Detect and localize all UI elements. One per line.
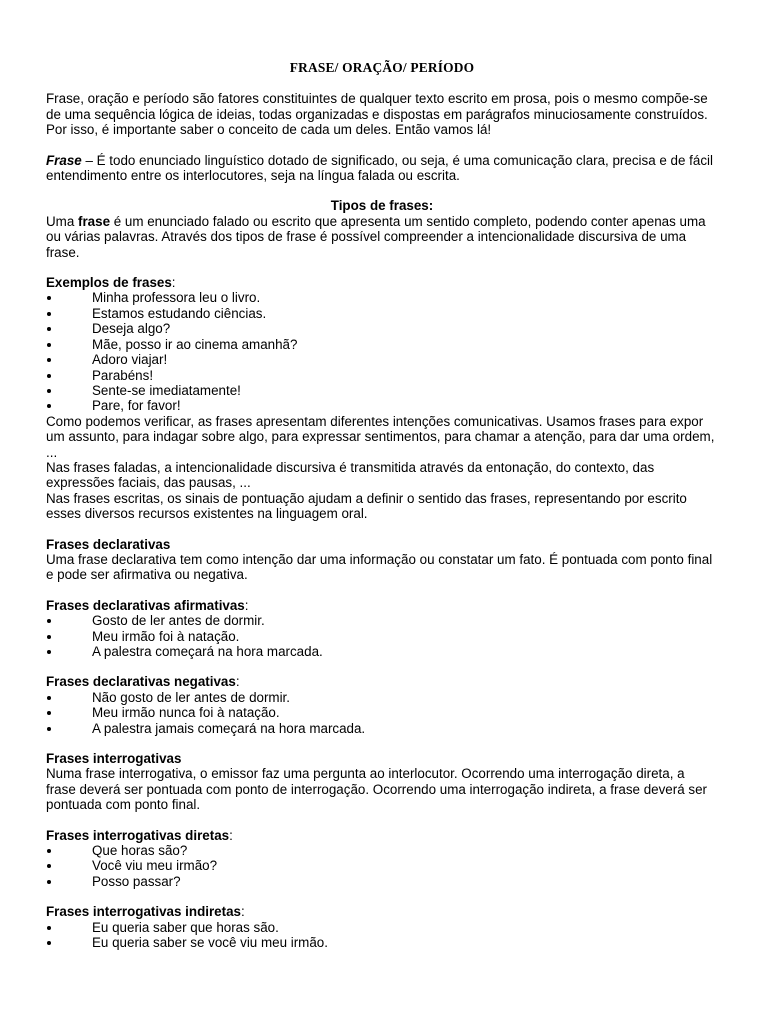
list-item-text: Eu queria saber que horas são. [92,919,279,935]
exemplos-after-1: Como podemos verificar, as frases apresentam diferentes intenções comunicativas. Usamos frases para expor um assunto, para indagar sobre algo, para expressar sentimentos, para chamar a atenção, para dar uma ordem, ... [46,413,715,460]
list-item-text: Meu irmão foi à natação. [92,628,240,644]
document-title: FRASE/ ORAÇÃO/ PERÍODO [289,60,475,75]
spacer [46,183,718,198]
list-item-text: Pare, for favor! [92,398,181,414]
declarativas-heading: Frases declarativas [46,536,171,552]
negativas-list [46,690,718,736]
indiretas-heading: Frases interrogativas indiretas [46,904,241,920]
diretas-heading: Frases interrogativas diretas [46,827,230,843]
indiretas-list [46,920,718,951]
tipos-post: é um enunciado falado ou escrito que apresenta um sentido completo, podendo conter apenas uma ou várias palavras. Através dos tipos de frase é possível compreender a intencionalidade discursiva de uma frase. [46,213,706,260]
indiretas-heading-line [46,904,718,919]
exemplos-list [46,290,718,413]
list-item [46,321,718,336]
list-item-text: Não gosto de ler antes de dormir. [92,689,290,705]
list-item [46,705,718,720]
negativas-colon: : [235,674,240,690]
spacer [46,813,718,828]
tipos-term: frase [78,213,111,229]
list-item-text: Parabéns! [92,367,154,383]
spacer [46,659,718,674]
list-item [46,690,718,705]
list-item [46,874,718,889]
spacer [46,260,718,275]
list-item-text: A palestra começará na hora marcada. [92,644,323,659]
intro-paragraph-2: Por isso, é importante saber o conceito de cada um deles. Então vamos lá! [46,122,492,138]
list-item-text: Eu queria saber se você viu meu irmão. [92,935,328,951]
list-item-text: Que horas são? [92,843,188,859]
tipos-paragraph [46,214,718,260]
afirmativas-heading-line [46,598,718,613]
tipos-heading: Tipos de frases: [330,198,434,214]
list-item [46,337,718,352]
list-item [46,290,718,305]
tipos-pre: Uma [46,213,78,229]
list-item-text: Posso passar? [92,873,181,889]
list-item-text: A palestra jamais começará na hora marcada. [92,720,366,736]
spacer [46,736,718,751]
list-item-text: Você viu meu irmão? [92,858,218,874]
declarativas-text: Uma frase declarativa tem como intenção dar uma informação ou constatar um fato. É pontuada com ponto final e pode ser afirmativa ou negativa. [46,551,713,583]
exemplos-heading: Exemplos de frases [46,275,172,291]
list-item-text: Sente-se imediatamente! [92,382,241,398]
afirmativas-colon: : [244,597,249,613]
list-item [46,858,718,873]
negativas-heading-line [46,674,718,689]
list-item-text: Adoro viajar! [92,352,168,368]
list-item [46,352,718,367]
diretas-list [46,843,718,889]
intro-paragraph-1: Frase, oração e período são fatores constituintes de qualquer texto escrito em prosa, pois o mesmo compõe-se de uma sequência lógica de ideias, todas organizadas e dispostas em parágrafos minuciosamente construídos. [46,91,708,122]
list-item [46,383,718,398]
exemplos-heading-line [46,275,718,290]
definition-paragraph [46,153,718,184]
spacer [46,522,718,537]
exemplos-after-2: Nas frases faladas, a intencionalidade discursiva é transmitida através da entonação, do contexto, das expressões faciais, das pausas, ... [46,459,655,491]
negativas-heading: Frases declarativas negativas [46,674,236,690]
indiretas-colon: : [241,904,245,920]
list-item-text: Deseja algo? [92,321,171,337]
list-item [46,398,718,413]
list-item [46,920,718,935]
definition-text: – É todo enunciado linguístico dotado de significado, ou seja, é uma comunicação clara, precisa e de fácil entendimento entre os interlocutores, seja na língua falada ou escrita. [46,152,713,184]
list-item [46,935,718,950]
list-item [46,306,718,321]
list-item [46,629,718,644]
list-item [46,368,718,383]
interrogativas-text: Numa frase interrogativa, o emissor faz uma pergunta ao interlocutor. Ocorrendo uma interrogação direta, a frase deverá ser pontuada com ponto de interrogação. Ocorrendo uma interrogação indireta, a frase deverá ser pontuada com ponto final. [46,766,707,813]
list-item [46,644,718,659]
exemplos-colon: : [171,275,176,291]
list-item [46,721,718,736]
list-item [46,843,718,858]
afirmativas-list [46,613,718,659]
list-item [46,613,718,628]
spacer [46,889,718,904]
exemplos-after-3: Nas frases escritas, os sinais de pontuação ajudam a definir o sentido das frases, representando por escrito esses diversos recursos existentes na linguagem oral. [46,490,687,522]
list-item-text: Estamos estudando ciências. [92,305,267,321]
spacer [46,583,718,598]
list-item-text: Mãe, posso ir ao cinema amanhã? [92,336,298,352]
list-item-text: Gosto de ler antes de dormir. [92,613,265,629]
diretas-colon: : [229,827,233,843]
diretas-heading-line [46,828,718,843]
spacer [46,138,718,153]
list-item-text: Minha professora leu o livro. [92,290,261,306]
interrogativas-heading: Frases interrogativas [46,751,182,767]
definition-term: Frase [46,152,82,168]
list-item-text: Meu irmão nunca foi à natação. [92,705,280,721]
afirmativas-heading: Frases declarativas afirmativas [46,597,245,613]
